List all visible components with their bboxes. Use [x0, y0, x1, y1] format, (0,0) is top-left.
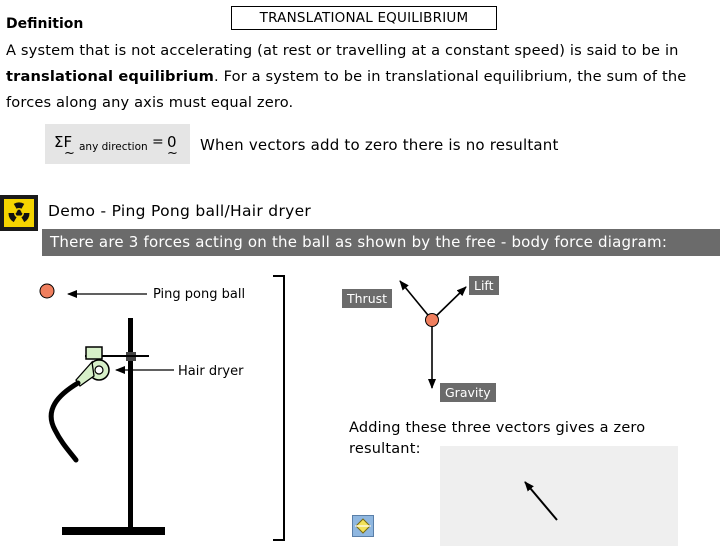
free-body-diagram — [400, 281, 466, 388]
demo-title: Demo - Ping Pong ball/Hair dryer — [48, 202, 312, 220]
fbd-ball — [426, 314, 439, 327]
ping-pong-ball — [40, 284, 54, 298]
play-movie-icon[interactable] — [352, 515, 374, 537]
formula-subscript: any direction — [79, 141, 148, 153]
definition-heading: Definition — [6, 16, 84, 32]
thrust-label: Thrust — [342, 289, 392, 308]
divider-bracket — [273, 276, 284, 540]
formula-zero: 0 — [167, 133, 177, 151]
hair-dryer — [51, 347, 109, 460]
forces-banner: There are 3 forces acting on the ball as shown by the free - body force diagram: — [42, 229, 720, 256]
stand-base — [62, 527, 165, 535]
stand-rod — [128, 318, 133, 530]
thrust-vector — [400, 281, 432, 320]
dryer-label: Hair dryer — [178, 364, 244, 379]
formula-tilde-f: ~ — [64, 146, 75, 161]
resultant-panel — [440, 446, 678, 546]
adding-vectors-text: Adding these three vectors gives a zero resultant: — [349, 420, 646, 457]
ball-label: Ping pong ball — [153, 287, 246, 302]
lift-vector — [432, 287, 466, 320]
slide-title: TRANSLATIONAL EQUILIBRIUM — [231, 6, 497, 30]
formula-tilde-zero: ~ — [167, 146, 178, 161]
paragraph-part1: A system that is not accelerating (at rest or travelling at a constant speed) is said to be in — [6, 42, 679, 59]
formula-sigma-f: ΣF — [54, 133, 73, 151]
lift-label: Lift — [469, 276, 499, 295]
gravity-label: Gravity — [440, 383, 496, 402]
paragraph-part2: . For a system to be in translational equilibrium, the sum of the forces along any axis must equal zero. — [6, 68, 687, 111]
paragraph-bold: translational equilibrium — [6, 68, 215, 85]
formula-equals: = — [152, 134, 164, 150]
no-resultant-text: When vectors add to zero there is no resultant — [200, 136, 559, 154]
